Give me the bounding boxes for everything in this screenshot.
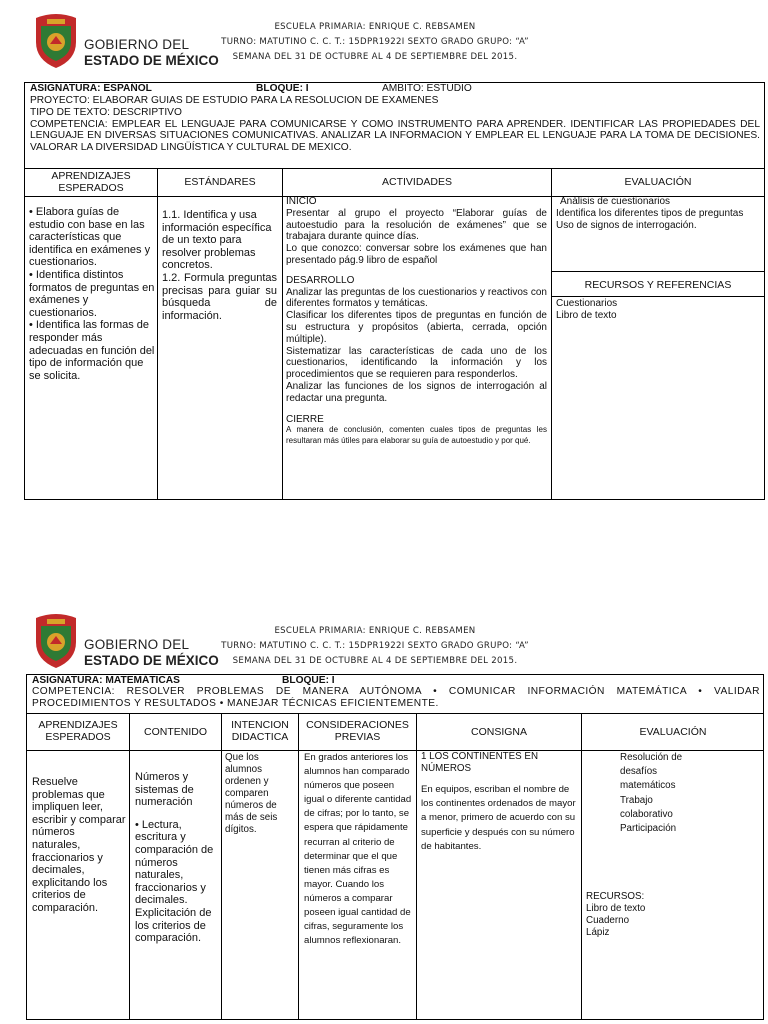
evaluation-list: [620, 751, 760, 841]
evaluation-item: matemáticos: [620, 780, 676, 792]
government-logo: [32, 612, 217, 670]
closing-activity: A manera de conclusión, comenten cuales tipos de preguntas les resultaran más útiles para elaborar su guía de autoestudio y por qué.: [286, 425, 547, 445]
content-item: • Lectura, escritura y comparación de números naturales, fraccionarios y decimales. Explicitación de los criterios de comparación.: [135, 818, 214, 945]
header-content: CONTENIDO: [144, 726, 207, 738]
evaluation-item: Uso de signos de interrogación.: [556, 219, 697, 231]
header-learning: APRENDIZAJES ESPERADOS: [38, 719, 118, 743]
resources-section: [586, 891, 756, 951]
logo-text-line1: GOBIERNO DEL: [84, 37, 190, 52]
instruction-title: 1 LOS CONTINENTES EN NÚMEROS: [421, 751, 539, 774]
header-considerations: CONSIDERACIONES PREVIAS: [306, 719, 409, 743]
content-section: [135, 771, 221, 976]
week-line: SEMANA DEL 31 DE OCTUBRE AL 4 DE SEPTIEMBRE DEL 2015.: [232, 656, 518, 666]
learning-text: Resuelve problemas que impliquen leer, escribir y comparar números naturales, fraccionarios y decimales, explicitando los criterios de comparación.: [32, 776, 126, 914]
government-logo: [32, 12, 217, 70]
evaluation-item: colaborativo: [620, 808, 673, 820]
header-learning: APRENDIZAJES ESPERADOS: [51, 170, 131, 194]
learning-list: [29, 206, 155, 396]
standard-item: 1.1. Identifica y usa información específica de un texto para resolver problemas concretos.: [162, 209, 272, 272]
state-seal-icon: [32, 12, 80, 70]
subject-name: ASIGNATURA: MATEMÁTICAS: [32, 675, 180, 686]
development-label: DESARROLLO: [286, 274, 355, 286]
evaluation-item: Análisis de cuestionarios: [560, 196, 671, 207]
competence-text: COMPETENCIA: RESOLVER PROBLEMAS DE MANERA AUTÓNOMA • COMUNICAR INFORMACIÓN MATEMÁTICA • VALIDAR PROCEDIMIENTOS Y RESULTADOS • MANEJAR TÉCNICAS EFICIENTEMENTE.: [32, 686, 760, 709]
content-topic: Números y sistemas de numeración: [135, 771, 194, 809]
resource-item: Libro de texto: [586, 903, 646, 914]
school-name: ESCUELA PRIMARIA: ENRIQUE C. REBSAMEN: [274, 22, 476, 32]
instruction-text: En equipos, escriban el nombre de los continentes ordenados de mayor a menor, primero de acuerdo con su superficie y después con su número de habitantes.: [421, 784, 576, 852]
development-activity: Analizar las funciones de los signos de interrogación al redactar una pregunta.: [286, 380, 547, 404]
learning-item: • Elabora guías de estudio con base en las características que identifica en exámenes y cuestionarios.: [29, 206, 151, 269]
logo-text-line2: ESTADO DE MÉXICO: [84, 53, 219, 68]
start-activity: Presentar al grupo el proyecto “Elaborar guías de autoestudio para la resolución de exámenes” que se trabajara durante quince días.: [286, 207, 547, 243]
evaluation-list: [556, 196, 760, 270]
school-name: ESCUELA PRIMARIA: ENRIQUE C. REBSAMEN: [274, 626, 476, 636]
logo-text-line2: ESTADO DE MÉXICO: [84, 653, 219, 668]
header-intention: INTENCION DIDACTICA: [231, 719, 289, 743]
start-activity: Lo que conozco: conversar sobre los exámenes que han presentado pág.9 libro de español: [286, 243, 547, 266]
instruction-section: [421, 751, 579, 881]
subject-name: ASIGNATURA: ESPAÑOL: [30, 83, 152, 94]
resource-item: Lápiz: [586, 927, 610, 938]
activities-section: [286, 196, 547, 496]
resources-label: RECURSOS:: [586, 891, 645, 902]
state-seal-icon: [32, 612, 80, 670]
intention-text: Que los alumnos ordenen y comparen números de más de seis dígitos.: [225, 752, 278, 835]
development-activity: Clasificar los diferentes tipos de preguntas en función de su estructura y propósitos (abierta, cerrada, opción múltiple).: [286, 310, 547, 345]
resource-item: Cuaderno: [586, 915, 630, 926]
evaluation-item: Identifica los diferentes tipos de preguntas: [556, 207, 744, 219]
header-evaluation: EVALUACIÓN: [639, 726, 707, 738]
learning-item: • Identifica distintos formatos de preguntas en exámenes y cuestionarios.: [29, 268, 155, 319]
evaluation-item: desafíos: [620, 766, 658, 778]
week-line: SEMANA DEL 31 DE OCTUBRE AL 4 DE SEPTIEMBRE DEL 2015.: [232, 52, 518, 62]
header-standards: ESTÁNDARES: [184, 176, 256, 188]
header-instruction: CONSIGNA: [470, 726, 527, 738]
resource-item: Libro de texto: [556, 309, 617, 321]
evaluation-item: Trabajo: [620, 794, 653, 806]
learning-item: • Identifica las formas de responder más adecuadas en función del tipo de información que se solicita.: [29, 319, 155, 382]
start-label: INICIO: [286, 196, 317, 207]
block-name: BLOQUE: I: [282, 675, 335, 686]
considerations-text: En grados anteriores los alumnos han comparado números que poseen igual o diferente cantidad de cifras; por lo tanto, se espera que rápidamente recurran al criterio de determinar que el que tienen más cifras es mayor. Cuando los números a comparar poseen igual cantidad de cifras, seguramente los alumnos reflexionaran.: [304, 752, 412, 947]
development-activity: Analizar las preguntas de los cuestionarios y reactivos con diferentes formatos y temáticas.: [286, 286, 547, 310]
shift-line: TURNO: MATUTINO C. C. T.: 15DPR1922I SEXTO GRADO GRUPO: “A”: [221, 641, 529, 651]
subject-section: [32, 675, 760, 713]
shift-line: TURNO: MATUTINO C. C. T.: 15DPR1922I SEXTO GRADO GRUPO: “A”: [221, 37, 529, 47]
logo-text-line1: GOBIERNO DEL: [84, 637, 190, 652]
school-header: [215, 20, 535, 65]
standard-item: 1.2. Formula preguntas precisas para guiar su búsqueda de información.: [162, 271, 277, 322]
evaluation-item: Resolución de: [620, 752, 683, 763]
standards-list: [162, 209, 277, 349]
school-header: [215, 624, 535, 669]
resource-item: Cuestionarios: [556, 298, 618, 309]
header-evaluation: EVALUACIÓN: [624, 176, 692, 188]
subject-section: [30, 83, 760, 167]
competence-text: COMPETENCIA: EMPLEAR EL LENGUAJE PARA COMUNICARSE Y COMO INSTRUMENTO PARA APRENDER. IDENTIFICAR LAS PROPIEDADES DEL LENGUAJE EN DIVERSAS SITUACIONES COMUNICATIVAS. ANALIZAR LA INFORMACION Y EMPLEAR EL LENGUAJE PARA LA TOMA DE DECISIONES. VALORAR LA DIVERSIDAD LINGÜÍSTICA Y CULTURAL DE MEXICO.: [30, 118, 760, 154]
ambit-name: AMBITO: ESTUDIO: [382, 83, 472, 94]
project-line: PROYECTO: ELABORAR GUIAS DE ESTUDIO PARA LA RESOLUCION DE EXAMENES: [30, 95, 439, 106]
text-type-line: TIPO DE TEXTO: DESCRIPTIVO: [30, 106, 182, 118]
evaluation-item: Participación: [620, 823, 677, 835]
block-name: BLOQUE: I: [256, 83, 309, 94]
lesson-plan-math: [0, 600, 768, 1024]
header-activities: ACTIVIDADES: [381, 176, 452, 188]
closing-label: CIERRE: [286, 413, 324, 425]
development-activity: Sistematizar las características de cada uno de los cuestionarios, identificando la información y los procedimientos que se requieren para responderlos.: [286, 345, 547, 381]
resources-list: [556, 298, 760, 338]
header-resources: RECURSOS Y REFERENCIAS: [584, 279, 732, 291]
